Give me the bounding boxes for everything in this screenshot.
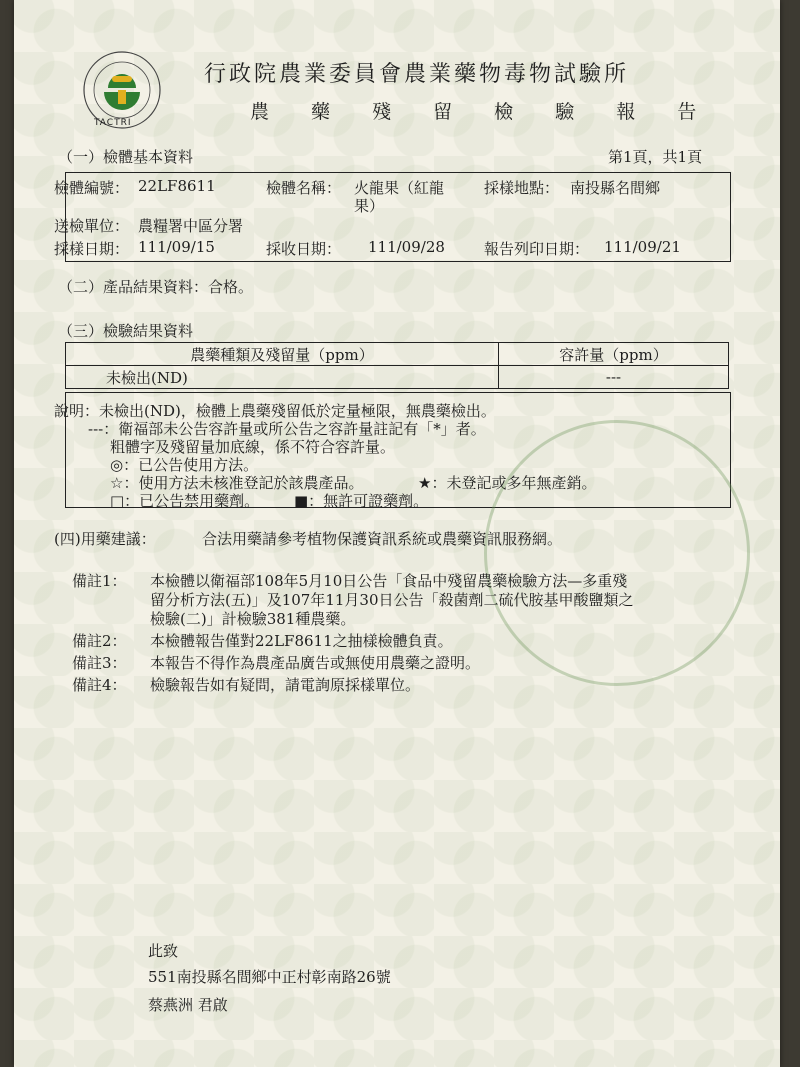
sample-name-label: 檢體名稱： — [266, 179, 342, 197]
section1-heading: （一）檢體基本資料 — [58, 148, 194, 166]
section4-text: 合法用藥請參考植物保護資訊系統或農藥資訊服務網。 — [202, 530, 563, 548]
note-line6a: □：已公告禁用藥劑。 — [110, 492, 260, 510]
remark4-label: 備註4： — [72, 676, 127, 694]
note-line5a: ☆：使用方法未核准登記於該農產品。 — [110, 474, 364, 492]
sampling-date-label: 採樣日期： — [54, 240, 130, 258]
product-result: （二）產品結果資料：合格。 — [58, 278, 254, 296]
remark1-line1: 本檢體以衛福部108年5月10日公告「食品中殘留農藥檢驗方法—多重殘 — [150, 572, 628, 590]
note-line6b: ■：無許可證藥劑。 — [294, 492, 429, 510]
section4-label: (四)用藥建議： — [54, 530, 156, 548]
report-title: 農 藥 殘 留 檢 驗 報 告 — [250, 101, 715, 123]
col-pesticide-header: 農藥種類及殘留量（ppm） — [66, 343, 499, 366]
location: 南投縣名間鄉 — [570, 179, 661, 197]
remark1-label: 備註1： — [72, 572, 127, 590]
section3-heading: （三）檢驗結果資料 — [58, 322, 194, 340]
report-paper — [14, 0, 780, 1067]
remark3-line1: 本報告不得作為農產品廣告或無使用農藥之證明。 — [150, 654, 481, 672]
sample-name-line2: 果） — [354, 197, 385, 215]
receipt-date: 111/09/28 — [368, 238, 445, 256]
note-line5b: ★：未登記或多年無產銷。 — [418, 474, 597, 492]
note-line3: 粗體字及殘留量加底線，係不符合容許量。 — [110, 438, 396, 456]
remark3-label: 備註3： — [72, 654, 127, 672]
sampling-date: 111/09/15 — [138, 238, 215, 256]
recipient-name: 蔡燕洲 君啟 — [148, 996, 228, 1014]
agency-title: 行政院農業委員會農業藥物毒物試驗所 — [204, 62, 630, 87]
sample-name-line1: 火龍果（紅龍 — [354, 179, 445, 197]
result-cell: 未檢出(ND) — [66, 366, 499, 389]
print-date: 111/09/21 — [604, 238, 681, 256]
remark1-line2: 留分析方法(五)」及107年11月30日公告「殺菌劑二硫代胺基甲酸鹽類之 — [150, 591, 634, 609]
note-line2: ---：衛福部未公告容許量或所公告之容許量註記有「*」者。 — [88, 420, 486, 438]
seal-text: TACTRI — [94, 118, 132, 128]
submitter: 農糧署中區分署 — [138, 217, 244, 235]
remark2-label: 備註2： — [72, 632, 127, 650]
closing-text: 此致 — [148, 942, 179, 960]
submitter-label: 送檢單位： — [54, 217, 130, 235]
page-info: 第1頁，共1頁 — [608, 148, 703, 166]
tolerance-cell: --- — [499, 366, 729, 389]
location-label: 採樣地點： — [484, 179, 560, 197]
result-table — [65, 342, 729, 389]
sample-no: 22LF8611 — [138, 177, 216, 195]
note-line1: 說明：未檢出(ND)，檢體上農藥殘留低於定量極限，無農藥檢出。 — [54, 402, 496, 420]
official-stamp — [484, 420, 750, 686]
note-line4: ◎：已公告使用方法。 — [110, 456, 259, 474]
print-date-label: 報告列印日期： — [484, 240, 590, 258]
remark2-line1: 本檢體報告僅對22LF8611之抽樣檢體負責。 — [150, 632, 453, 650]
sample-no-label: 檢體編號： — [54, 179, 130, 197]
remark1-line3: 檢驗(二)」計檢驗381種農藥。 — [150, 610, 356, 628]
remark4-line1: 檢驗報告如有疑問，請電詢原採樣單位。 — [150, 676, 421, 694]
col-tolerance-header: 容許量（ppm） — [499, 343, 729, 366]
receipt-date-label: 採收日期： — [266, 240, 342, 258]
recipient-address: 551南投縣名間鄉中正村彰南路26號 — [148, 968, 391, 986]
